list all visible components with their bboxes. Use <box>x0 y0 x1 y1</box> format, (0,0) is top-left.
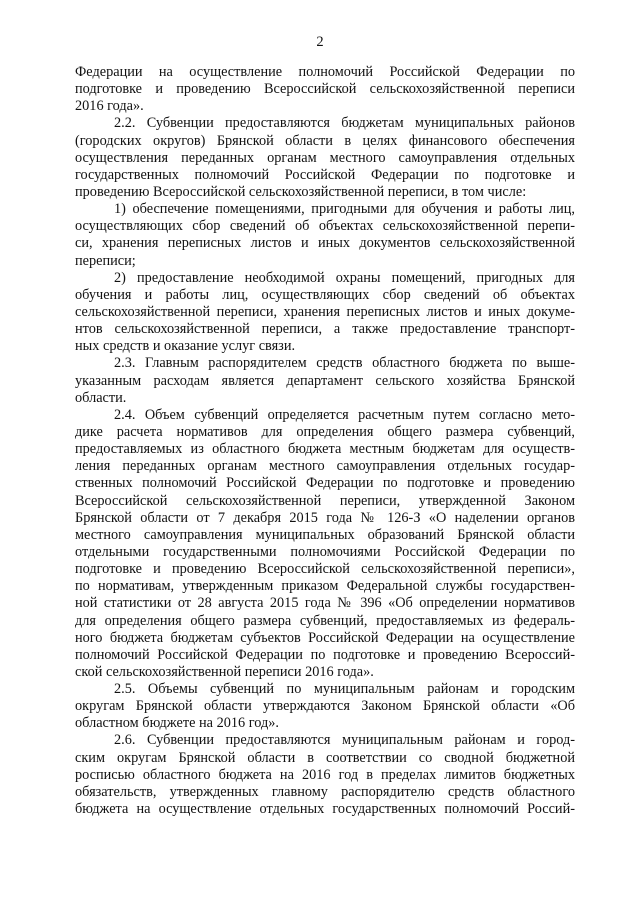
text-line: подготовке и проведению Всероссийской сельскохозяйственной переписи», <box>75 561 575 578</box>
text-line: 2) предоставление необходимой охраны помещений, пригодных для <box>114 269 575 286</box>
text-line: бюджета на осуществление отдельных государственных полномочий Россий- <box>75 801 575 818</box>
text-line: по нормативам, утвержденным приказом Федеральной службы государствен- <box>75 578 575 595</box>
text-line: 2016 года». <box>75 98 144 115</box>
text-line: ления переданных органам местного самоуправления отдельных государ- <box>75 458 575 475</box>
text-line: обязательств, утвержденных главному распорядителю средств областного <box>75 783 575 800</box>
text-line: 2.5. Объемы субвенций по муниципальным районам и городским <box>114 681 575 698</box>
text-line: ных средств и оказание услуг связи. <box>75 338 296 355</box>
text-line: сельскохозяйственной переписи, хранения переписных листов и иных докуме- <box>75 303 575 320</box>
text-line: области. <box>75 389 127 406</box>
text-line: Всероссийской сельскохозяйственной переписи, утвержденной Законом <box>75 492 575 509</box>
text-line: округам Брянской области утверждаются Законом Брянской области «Об <box>75 698 575 715</box>
text-line: проведению Всероссийской сельскохозяйственной переписи, в том числе: <box>75 183 527 200</box>
text-line: переписи; <box>75 252 136 269</box>
text-line: ской сельскохозяйственной переписи 2016 года». <box>75 663 374 680</box>
text-line: обучения и работы лиц, осуществляющих сбор сведений об объектах <box>75 286 575 303</box>
text-line: 2.6. Субвенции предоставляются муниципальным районам и город- <box>114 732 575 749</box>
text-line: ским округам Брянской области в соответствии со сводной бюджетной <box>75 749 575 766</box>
text-line: Федерации на осуществление полномочий Российской Федерации по <box>75 64 575 80</box>
document-body <box>75 64 575 818</box>
text-line: указанным расходам является департамент сельского хозяйства Брянской <box>75 372 575 389</box>
text-line: местного самоуправления муниципальных образований Брянской области <box>75 526 575 543</box>
text-line: си, хранения переписных листов и иных документов сельскохозяйственной <box>75 235 575 252</box>
text-line: (городских округов) Брянской области в целях финансового обеспечения <box>75 132 575 149</box>
text-line: полномочий Российской Федерации по подготовке и проведению Всероссий- <box>75 646 575 663</box>
text-line: государственных полномочий Российской Федерации по подготовке и <box>75 166 575 183</box>
text-line: Брянской области от 7 декабря 2015 года № 126-З «О наделении органов <box>75 509 575 526</box>
text-line: областном бюджете на 2016 год». <box>75 715 279 732</box>
text-line: осуществления переданных органам местного самоуправления отдельных <box>75 149 575 166</box>
page-number: 2 <box>316 34 324 50</box>
text-line: нтов сельскохозяйственной переписи, а также предоставление транспорт- <box>75 321 575 338</box>
text-line: 2.3. Главным распорядителем средств областного бюджета по выше- <box>114 355 575 372</box>
text-line: 2.4. Объем субвенций определяется расчетным путем согласно мето- <box>114 406 575 423</box>
text-line: ной статистики от 28 августа 2015 года № 396 «Об определении нормативов <box>75 595 575 612</box>
text-line: дике расчета нормативов для определения общего размера субвенций, <box>75 423 575 440</box>
text-line: ственных полномочий Российской Федерации по подготовке и проведению <box>75 475 575 492</box>
text-line: 1) обеспечение помещениями, пригодными для обучения и работы лиц, <box>114 201 575 218</box>
text-line: осуществляющих сбор сведений об объектах сельскохозяйственной перепи- <box>75 218 575 235</box>
text-line: подготовке и проведению Всероссийской сельскохозяйственной переписи <box>75 81 575 98</box>
text-line: росписью областного бюджета на 2016 год в пределах лимитов бюджетных <box>75 766 575 783</box>
text-line: отдельными государственными полномочиями Российской Федерации по <box>75 543 575 560</box>
text-line: предоставляемых из областного бюджета местным бюджетам для осуществ- <box>75 441 575 458</box>
text-line: для определения общего размера субвенций, предоставляемых из федераль- <box>75 612 575 629</box>
text-line: ного бюджета бюджетам субъектов Российской Федерации на осуществление <box>75 629 575 646</box>
text-line: 2.2. Субвенции предоставляются бюджетам муниципальных районов <box>114 115 575 132</box>
